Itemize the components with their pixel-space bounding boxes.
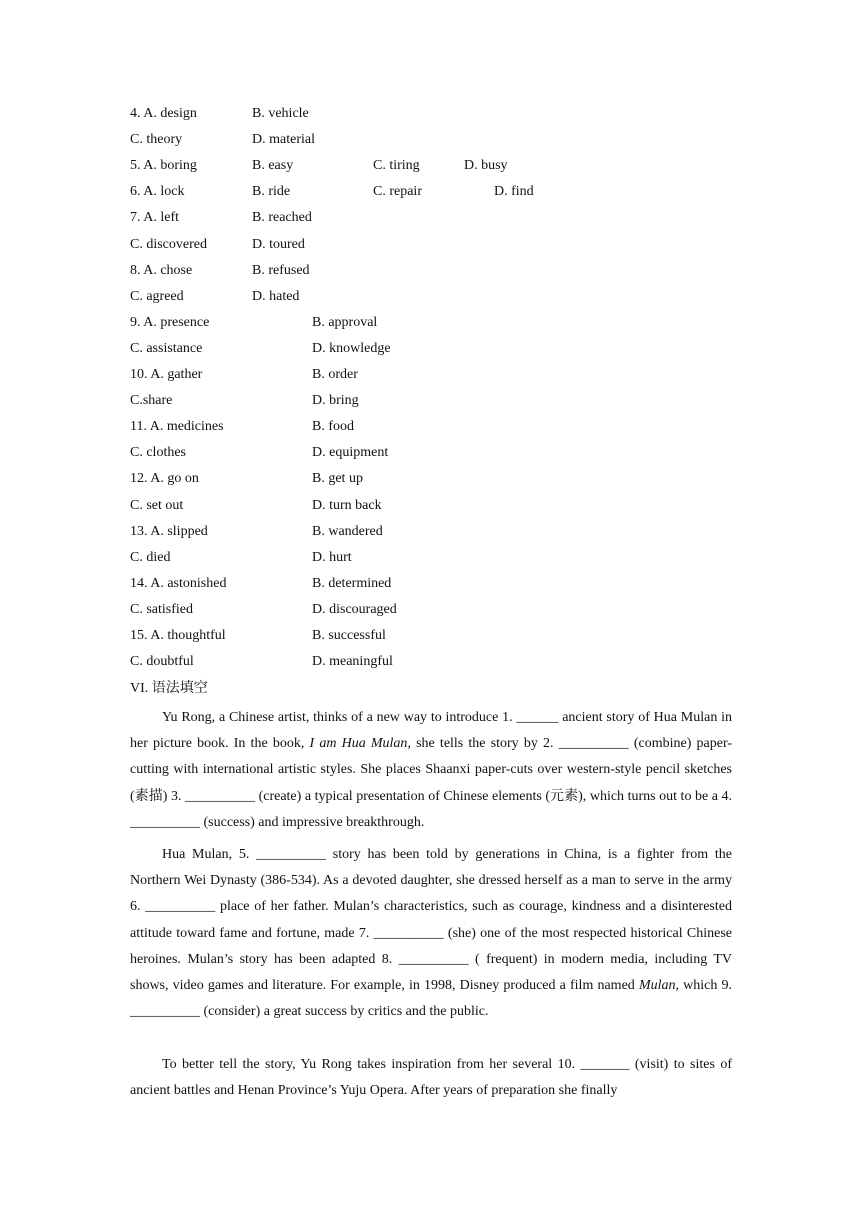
- option-text: D. equipment: [312, 445, 389, 461]
- option-text: B. food: [312, 419, 354, 435]
- option-text: D. material: [252, 132, 315, 148]
- option-text: 12. A. go on: [130, 471, 199, 487]
- option-text: D. bring: [312, 393, 359, 409]
- option-text: D. busy: [464, 158, 508, 174]
- option-text: C. discovered: [130, 236, 207, 252]
- option-text: D. hurt: [312, 549, 352, 565]
- italic-title-text: Mulan: [638, 978, 676, 994]
- option-text: 8. A. chose: [130, 262, 193, 278]
- option-text: B. successful: [312, 628, 386, 643]
- option-text: 10. A. gather: [130, 367, 203, 382]
- section-heading: VI. 语法填空: [130, 681, 208, 696]
- paragraph-text: , she tells the story by 2. __________ (combine) paper-cutting with international artistic styles. She places Shaanxi paper-cuts over western-style pencil sketches (素描) 3. __________ (create) a typical presentation of Chinese elements (元素), which turns out to be a 4. __________ (success) and impressive breakthrough.: [130, 736, 733, 830]
- option-text: B. determined: [312, 575, 392, 591]
- option-text: D. discouraged: [312, 601, 397, 617]
- option-text: C. assistance: [130, 340, 203, 356]
- option-text: C. doubtful: [130, 654, 194, 670]
- option-text: D. hated: [252, 288, 300, 304]
- option-text: D. turn back: [312, 497, 382, 513]
- option-text: D. knowledge: [312, 340, 391, 356]
- option-text: D. find: [494, 184, 534, 200]
- option-text: 14. A. astonished: [130, 575, 227, 591]
- passage-paragraph: [130, 705, 732, 836]
- paragraph-text: Yu Rong, a Chinese artist, thinks of a new way to introduce 1. ______ ancient story of Hua Mulan in her picture book. In the book,: [130, 710, 732, 752]
- option-text: C.share: [130, 393, 173, 409]
- option-text: B. approval: [312, 314, 378, 330]
- option-text: 11. A. medicines: [130, 419, 224, 435]
- option-text: C. agreed: [130, 288, 184, 304]
- option-text: B. reached: [252, 210, 312, 226]
- option-text: B. wandered: [312, 523, 383, 539]
- option-text: C. set out: [130, 497, 184, 513]
- italic-title-text: I am Hua Mulan: [309, 736, 408, 752]
- option-text: C. satisfied: [130, 601, 193, 617]
- paragraph-text: Hua Mulan, 5. __________ story has been told by generations in China, is a fighter from the Northern Wei Dynasty (386-534). As a devoted daughter, she dressed herself as a man to serve in the army 6. __________ place of her father. Mulan’s characteristics, such as courage, kindness and a disinterested attitude toward fame and fortune, made 7. __________ (she) one of the most respected historical Chinese heroines. Mulan’s story has been adapted 8. __________ ( frequent) in modern media, including TV shows, video games and literature. For example, in 1998, Disney produced a film named: [130, 847, 732, 994]
- option-text: 5. A. boring: [130, 158, 197, 174]
- option-text: B. order: [312, 367, 358, 382]
- passage-paragraph: [130, 1052, 732, 1104]
- option-text: C. tiring: [373, 158, 420, 174]
- option-text: B. get up: [312, 471, 363, 487]
- option-text: D. toured: [252, 236, 305, 252]
- option-text: C. clothes: [130, 445, 186, 461]
- option-text: B. easy: [252, 158, 294, 174]
- passage-paragraph: [130, 842, 732, 1025]
- option-text: C. repair: [373, 184, 422, 200]
- option-text: C. theory: [130, 132, 183, 148]
- paragraph-text: To better tell the story, Yu Rong takes inspiration from her several 10. _______ (visit) to sites of ancient battles and Henan Province’s Yuju Opera. After years of preparation she finally: [130, 1057, 732, 1099]
- option-text: B. vehicle: [252, 106, 309, 121]
- option-text: 13. A. slipped: [130, 523, 208, 539]
- option-text: B. ride: [252, 184, 291, 200]
- option-text: 6. A. lock: [130, 184, 185, 200]
- option-text: D. meaningful: [312, 654, 393, 670]
- option-text: B. refused: [252, 262, 310, 278]
- option-text: 9. A. presence: [130, 314, 210, 330]
- option-text: 15. A. thoughtful: [130, 628, 226, 643]
- option-text: 7. A. left: [130, 210, 179, 226]
- paragraph-text: , which 9. __________ (consider) a great success by critics and the public.: [130, 978, 732, 1020]
- option-text: 4. A. design: [130, 106, 197, 121]
- option-text: C. died: [130, 549, 171, 565]
